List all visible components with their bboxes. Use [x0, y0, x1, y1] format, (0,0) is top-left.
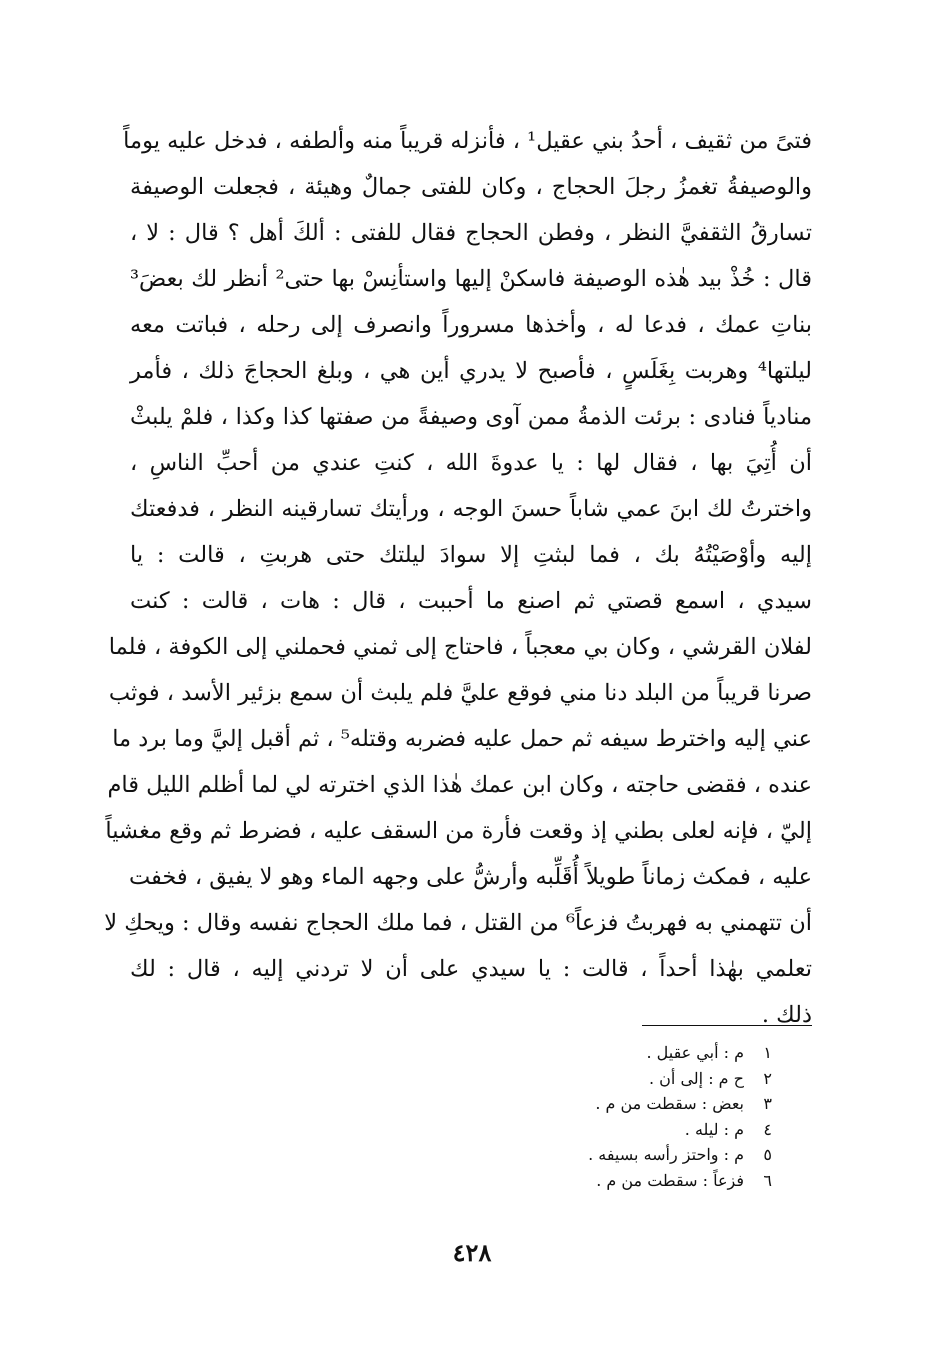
footnote-item: [372, 1066, 772, 1092]
text-line: منادياً فنادى : برئت الذمةُ ممن آوى وصيفةً من صفتها كذا وكذا ، فلمْ يلبثْ: [130, 404, 812, 430]
text-line: عنده ، فقضى حاجته ، وكان ابن عمك هٰذا الذي اخترته لي لما أظلم الليل قام: [107, 772, 812, 798]
main-text-block: [104, 118, 812, 1038]
footnote-item: [372, 1168, 772, 1194]
footnote-item: [372, 1091, 772, 1117]
footnote-text: فزعاً : سقطت من م .: [596, 1170, 744, 1190]
footnote-text: م : واحتز رأسه بسيفه .: [588, 1145, 744, 1165]
footnote-text: بعض : سقطت من م .: [595, 1094, 744, 1114]
text-line: تعلمي بهٰذا أحداً ، قالت : يا سيدي على أن لا تردني إليه ، قال : لك: [130, 956, 812, 982]
page-number: ٤٢٨: [452, 1238, 492, 1267]
text-line: قال : خُذْ بيد هٰذه الوصيفة فاسكنْ إليها واستأنِسْ بها حتى² أنظر لك بعضَ³: [130, 266, 812, 292]
footnote-divider: [642, 1025, 812, 1026]
text-line: فتىً من ثقيف ، أحدُ بني عقيل¹ ، فأنزله قريباً منه وألطفه ، فدخل عليه يوماً: [123, 128, 812, 154]
footnote-number: ٥: [763, 1145, 772, 1165]
footnote-number: ٤: [763, 1119, 772, 1139]
footnote-number: ٢: [763, 1068, 772, 1088]
footnote-text: ح م : إلى أن .: [649, 1068, 744, 1088]
text-line: عليه ، فمكث زماناً طويلاً أُقَلِّبه وأرشُّ على وجهه الماء وهو لا يفيق ، فخفت: [128, 864, 812, 890]
text-line: لفلان القرشي ، وكان بي معجباً ، فاحتاج إلى ثمني فحملني إلى الكوفة ، فلما: [108, 634, 812, 660]
text-line: بناتِ عمك ، فدعا له ، وأخذها مسروراً وانصرف إلى رحله ، فباتت معه: [130, 312, 812, 338]
footnote-item: [372, 1142, 772, 1168]
footnote-item: [372, 1040, 772, 1066]
footnote-text: م : ليله .: [684, 1119, 744, 1139]
footnote-text: م : أبي عقيل .: [646, 1043, 744, 1063]
text-line: عني إليه واخترط سيفه ثم حمل عليه فضربه وقتله⁵ ، ثم أقبل إليَّ وما برد ما: [112, 726, 812, 752]
text-line: تسارقُ الثقفيَّ النظر ، وفطن الحجاج فقال للفتى : ألكَ أهل ؟ قال : لا ،: [130, 220, 812, 246]
text-line: سيدي ، اسمع قصتي ثم اصنع ما أحببت ، قال : هات ، قالت : كنت: [130, 588, 812, 614]
footnote-item: [372, 1117, 772, 1143]
text-line: واخترتُ لك ابنَ عمي شاباً حسنَ الوجه ، ورأيتك تسارقينه النظر ، فدفعتك: [130, 496, 812, 522]
text-line: أن تتهمني به فهربتُ فزعاً⁶ من القتل ، فما ملك الحجاج نفسه وقال : ويحكِ لا: [104, 910, 812, 936]
text-line: إليّ ، فإنه لعلى بطني إذ وقعت فأرة من السقف عليه ، فضرط ثم وقع مغشياً: [105, 818, 812, 844]
footnote-number: ١: [763, 1043, 772, 1063]
text-line: والوصيفةُ تغمزُ رجلَ الحجاج ، وكان للفتى جمالٌ وهيئة ، فجعلت الوصيفة: [130, 174, 812, 200]
footnote-number: ٦: [763, 1170, 772, 1190]
text-line: أن أُتِيَ بها ، فقال لها : يا عدوةَ الله ، كنتِ عندي من أحبِّ الناسِ ،: [130, 450, 812, 476]
text-line: إليه وأوْصَيْتُهُ بك ، فما لبثتِ إلا سوادَ ليلتك حتى هربتِ ، قالت : يا: [130, 542, 812, 568]
text-line: ليلتها⁴ وهربت بِغَلَسٍ ، فأصبح لا يدري أين هي ، وبلغ الحجاجَ ذلك ، فأمر: [130, 358, 812, 384]
footnotes-list: [372, 1040, 772, 1193]
text-line: ذلك .: [761, 1002, 812, 1028]
footnote-number: ٣: [763, 1094, 772, 1114]
text-line: صرنا قريباً من البلد دنا مني فوقع عليَّ فلم يلبث أن سمع بزئير الأسد ، فوثب: [108, 680, 812, 706]
